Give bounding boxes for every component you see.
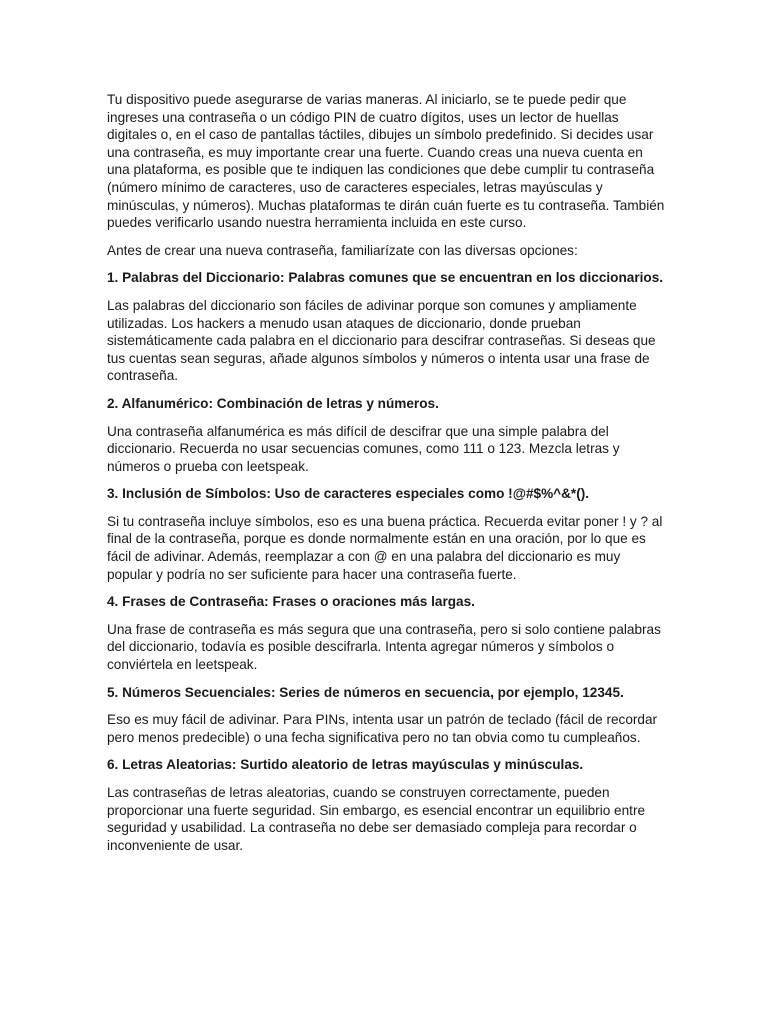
section-heading-alphanumeric: 2. Alfanumérico: Combinación de letras y números. — [107, 395, 439, 411]
section-body-random-letters: Las contraseñas de letras aleatorias, cuando se construyen correctamente, pueden proporcionar una fuerte seguridad. Sin embargo, es esencial encontrar un equilibrio entre seguridad y usabilidad. La contraseña no debe ser demasiado compleja para recordar o inconveniente de usar. — [107, 785, 646, 853]
section-heading-random-letters: 6. Letras Aleatorias: Surtido aleatorio de letras mayúsculas y minúsculas. — [107, 757, 584, 773]
section-heading-passphrases: 4. Frases de Contraseña: Frases o oraciones más largas. — [107, 594, 475, 610]
section-body-dictionary-words: Las palabras del diccionario son fáciles de adivinar porque son comunes y ampliamente utilizadas. Los hackers a menudo usan ataques de diccionario, donde prueban sistemáticamente cada palabra en el diccionario para descifrar contraseñas. Si deseas que tus cuentas sean seguras, añade algunos símbolos y números o intenta usar una frase de contraseña. — [107, 297, 656, 384]
intro-paragraph: Tu dispositivo puede asegurarse de varias maneras. Al iniciarlo, se te puede pedir que ingreses una contraseña o un código PIN de cuatro dígitos, uses un lector de huellas digitales o, en el caso de pantallas táctiles, dibujes un símbolo predefinido. Si decides usar una contraseña, es muy importante crear una fuerte. Cuando creas una nueva cuenta en una plataforma, es posible que te indiquen las condiciones que debe cumplir tu contraseña (número mínimo de caracteres, uso de caracteres especiales, letras mayúsculas y minúsculas, y números). Muchas plataformas te dirán cuán fuerte es tu contraseña. También puedes verificarlo usando nuestra herramienta incluida en este curso. — [107, 92, 665, 231]
section-body-symbols: Si tu contraseña incluye símbolos, eso es una buena práctica. Recuerda evitar poner ! y ? al final de la contraseña, porque es donde normalmente están en una oración, por lo que es fácil de adivinar. Además, reemplazar a con @ en una palabra del diccionario es muy popular y podría no ser suficiente para hacer una contraseña fuerte. — [107, 513, 663, 582]
section-body-alphanumeric: Una contraseña alfanumérica es más difícil de descifrar que una simple palabra del diccionario. Recuerda no usar secuencias comunes, como 111 o 123. Mezcla letras y números o prueba con leetspeak. — [107, 423, 620, 474]
section-heading-dictionary-words: 1. Palabras del Diccionario: Palabras comunes que se encuentran en los diccionarios. — [107, 270, 664, 286]
section-body-passphrases: Una frase de contraseña es más segura que una contraseña, pero si solo contiene palabras del diccionario, todavía es posible descifrarla. Intenta agregar números y símbolos o conviértela en leetspeak. — [107, 621, 661, 673]
section-heading-symbols: 3. Inclusión de Símbolos: Uso de caracteres especiales como !@#$%^&*(). — [107, 486, 590, 502]
section-heading-sequential-numbers: 5. Números Secuenciales: Series de números en secuencia, por ejemplo, 12345. — [107, 684, 624, 700]
lead-paragraph: Antes de crear una nueva contraseña, familiarízate con las diversas opciones: — [107, 242, 578, 258]
section-body-sequential-numbers: Eso es muy fácil de adivinar. Para PINs, intenta usar un patrón de teclado (fácil de recordar pero menos predecible) o una fecha significativa pero no tan obvia como tu cumpleaños. — [107, 712, 658, 745]
document-page — [107, 91, 667, 864]
